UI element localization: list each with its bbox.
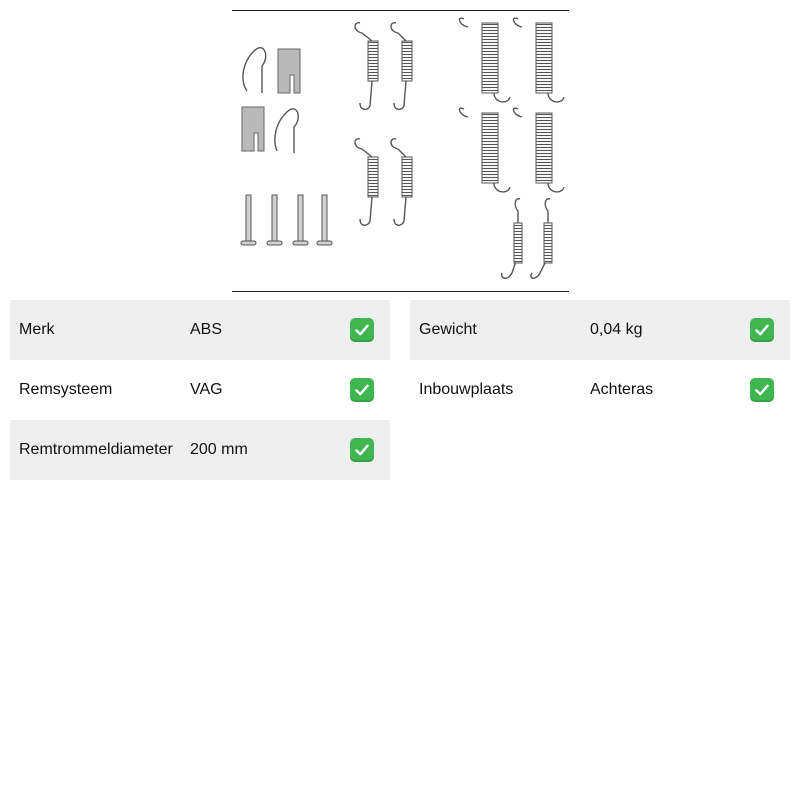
spec-label: Remtrommeldiameter	[19, 441, 173, 458]
spec-row-merk	[10, 300, 390, 360]
check-mark-icon	[350, 438, 374, 462]
spec-label: Inbouwplaats	[419, 381, 514, 398]
spec-value: ABS	[190, 321, 223, 338]
spec-label: Merk	[19, 321, 55, 338]
check-mark-icon	[350, 318, 374, 342]
product-image	[232, 10, 569, 292]
spec-row-remtrommeldiameter	[10, 420, 390, 480]
spec-table-right	[410, 300, 790, 420]
check-mark-icon	[750, 378, 774, 402]
brake-accessory-kit-illustration	[232, 11, 569, 291]
spec-value: VAG	[190, 381, 223, 398]
spec-value: Achteras	[590, 381, 654, 398]
spec-row-gewicht	[410, 300, 790, 360]
spec-row-remsysteem	[10, 360, 390, 420]
spec-table-left	[10, 300, 390, 480]
spec-value: 200 mm	[190, 441, 248, 458]
spec-label: Remsysteem	[19, 381, 113, 398]
spec-value: 0,04 kg	[590, 321, 643, 338]
check-mark-icon	[350, 378, 374, 402]
spec-label: Gewicht	[419, 321, 477, 338]
check-mark-icon	[750, 318, 774, 342]
spec-row-inbouwplaats	[410, 360, 790, 420]
